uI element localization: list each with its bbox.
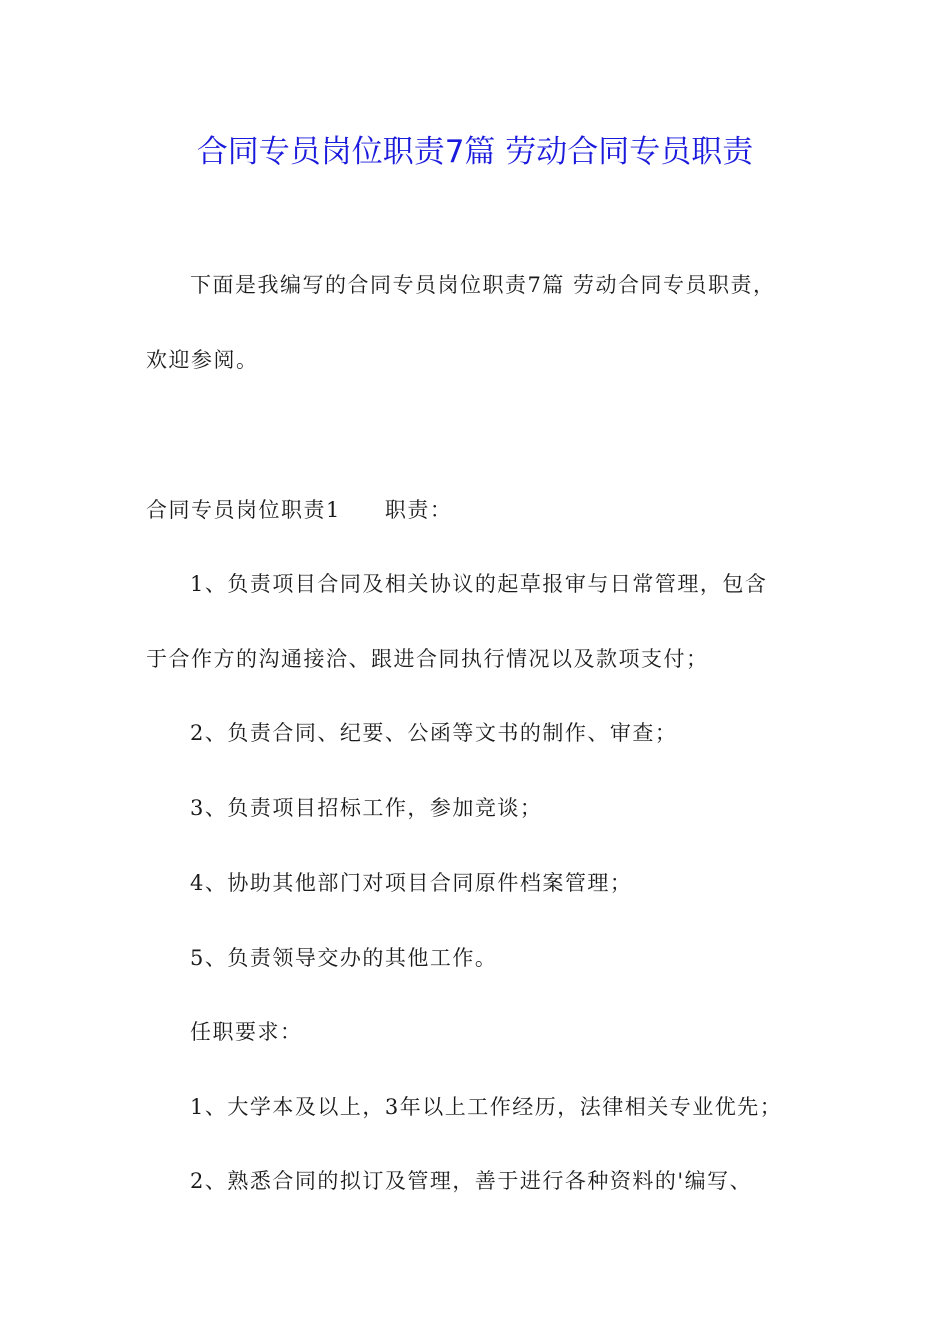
- duty-1-line-2: 于合作方的沟通接洽、跟进合同执行情况以及款项支付；: [146, 647, 709, 671]
- section-heading: 合同专员岗位职责1: [146, 498, 341, 522]
- duty-2: 2、负责合同、纪要、公函等文书的制作、审查；: [190, 721, 678, 745]
- section-heading-row: [146, 495, 452, 525]
- intro-line-1: 下面是我编写的合同专员岗位职责7篇 劳动合同专员职责，: [190, 273, 776, 297]
- intro-line-2: 欢迎参阅。: [146, 348, 259, 372]
- duty-3: 3、负责项目招标工作，参加竞谈；: [190, 796, 543, 820]
- duty-1-line-1: 1、负责项目合同及相关协议的起草报审与日常管理，包含: [190, 572, 768, 596]
- requirement-1: 1、大学本及以上，3年以上工作经历，法律相关专业优先；: [190, 1095, 783, 1119]
- duty-5: 5、负责领导交办的其他工作。: [190, 946, 498, 970]
- duty-4: 4、协助其他部门对项目合同原件档案管理；: [190, 871, 633, 895]
- requirements-heading: 任职要求：: [190, 1020, 303, 1044]
- requirement-2: 2、熟悉合同的拟订及管理，善于进行各种资料的'编写、: [190, 1169, 753, 1193]
- section-subheading: 职责：: [384, 498, 453, 522]
- document-title: 合同专员岗位职责7篇 劳动合同专员职责: [196, 134, 754, 170]
